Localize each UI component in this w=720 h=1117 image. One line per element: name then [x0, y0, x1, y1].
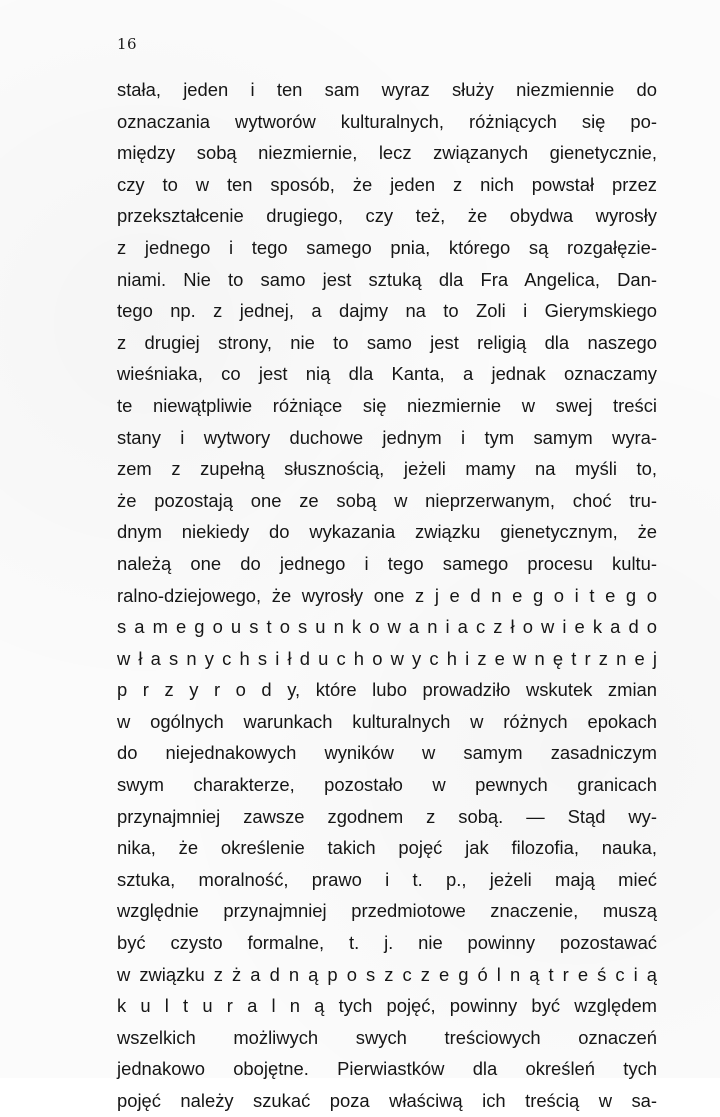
text-line: stany i wytwory duchowe jednym i tym samym wyra- [117, 426, 657, 448]
text-line: między sobą niezmiernie, lecz związanych gienetycznie, [117, 142, 657, 164]
text-line: z drugiej strony, nie to samo jest religią dla naszego [117, 331, 657, 353]
text-line: wieśniaka, co jest nią dla Kanta, a jednak oznaczamy [117, 363, 657, 385]
text-line: nika, że określenie takich pojęć jak filozofia, nauka, [117, 837, 657, 859]
text-line: w ł a s n y c h s i ł d u c h o w y c h i z e w n ę t r z n e j [117, 647, 657, 669]
text-line: że pozostają one ze sobą w nieprzerwanym, choć tru- [117, 489, 657, 511]
text-line: przekształcenie drugiego, czy też, że obydwa wyrosły [117, 205, 657, 227]
text-line: niami. Nie to samo jest sztuką dla Fra Angelica, Dan- [117, 268, 657, 290]
text-line: zem z zupełną słusznością, jeżeli mamy na myśli to, [117, 458, 657, 480]
text-line: w związku z ż a d n ą p o s z c z e g ó l n ą t r e ś c i ą [117, 963, 657, 985]
text-line: być czysto formalne, t. j. nie powinny pozostawać [117, 932, 657, 954]
text-line: czy to w ten sposób, że jeden z nich powstał przez [117, 173, 657, 195]
text-line: swym charakterze, pozostało w pewnych granicach [117, 774, 657, 796]
page-number: 16 [117, 35, 138, 53]
text-line: dnym niekiedy do wykazania związku gienetycznym, że [117, 521, 657, 543]
text-line: p r z y r o d y, które lubo prowadziło wskutek zmian [117, 679, 657, 701]
text-line: oznaczania wytworów kulturalnych, różniących się po- [117, 110, 657, 132]
body-text [117, 74, 657, 1117]
text-line: stała, jeden i ten sam wyraz służy niezmiennie do [117, 79, 657, 100]
text-line: względnie przynajmniej przedmiotowe znaczenie, muszą [117, 900, 657, 922]
text-line: k u l t u r a l n ą tych pojęć, powinny być względem [117, 995, 657, 1017]
text-line: tego np. z jednej, a dajmy na to Zoli i Gierymskiego [117, 300, 657, 322]
text-line: z jednego i tego samego pnia, którego są rozgałęzie- [117, 236, 657, 258]
text-line: pojęć należy szukać poza właściwą ich treścią w sa- [117, 1090, 657, 1111]
text-line: s a m e g o u s t o s u n k o w a n i a c z ł o w i e k a d o [117, 616, 657, 638]
text-line: wszelkich możliwych swych treściowych oznaczeń [117, 1026, 657, 1048]
text-line: należą one do jednego i tego samego procesu kultu- [117, 552, 657, 574]
text-line: w ogólnych warunkach kulturalnych w różnych epokach [117, 710, 657, 732]
text-line: przynajmniej zawsze zgodnem z sobą. — Stąd wy- [117, 805, 657, 827]
text-line: do niejednakowych wyników w samym zasadniczym [117, 742, 657, 764]
text-line: ralno-dziejowego, że wyrosły one z j e d n e g o i t e g o [117, 584, 657, 606]
text-line: sztuka, moralność, prawo i t. p., jeżeli mają mieć [117, 868, 657, 890]
text-line: te niewątpliwie różniące się niezmiernie w swej treści [117, 394, 657, 416]
text-line: jednakowo obojętne. Pierwiastków dla określeń tych [117, 1058, 657, 1080]
